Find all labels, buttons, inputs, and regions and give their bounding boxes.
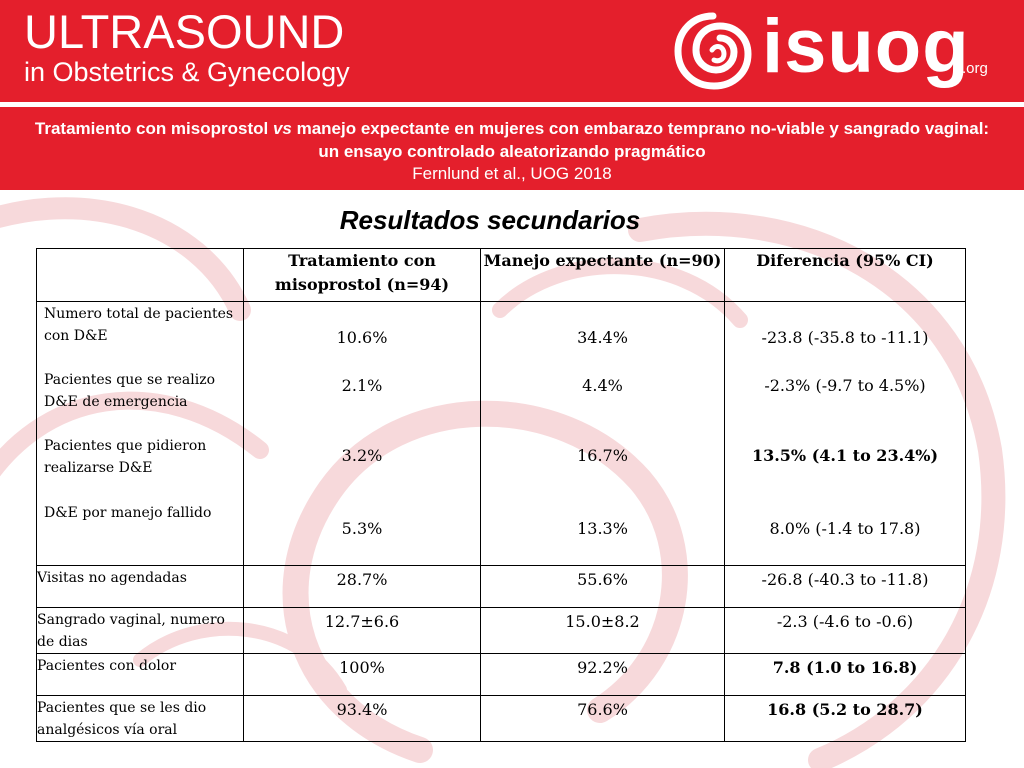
row-label: Pacientes con dolor <box>37 654 244 696</box>
cell-value: 15.0±8.2 <box>481 608 725 654</box>
header-cell-blank <box>37 249 244 302</box>
table-row <box>37 654 966 696</box>
study-title <box>0 117 1024 163</box>
header-cell-expectante: Manejo expectante (n=90) <box>481 249 725 302</box>
cell-value: -23.8 (-35.8 to -11.1) <box>761 328 929 347</box>
cell-value: 5.3% <box>341 519 383 538</box>
cell-value: 3.2% <box>341 446 383 465</box>
cell-value: 93.4% <box>244 696 481 742</box>
table-cell-expectante <box>481 302 725 566</box>
logo-text: isuog <box>762 4 970 89</box>
cell-value: 12.7±6.6 <box>244 608 481 654</box>
cell-value: 4.4% <box>582 376 623 395</box>
row-label: Pacientes que pidieron realizarse D&E <box>44 438 207 476</box>
cell-value-significant: 13.5% (4.1 to 23.4%) <box>751 446 939 465</box>
citation: Fernlund et al., UOG 2018 <box>412 164 612 183</box>
table-row-group-de <box>37 302 966 566</box>
cell-value: 76.6% <box>481 696 725 742</box>
study-title-part2: manejo expectante en mujeres con embarazo temprano no-viable y sangrado vaginal: un ensayo controlado aleatorizando pragmático <box>291 119 990 161</box>
table-row <box>37 608 966 654</box>
row-label: Pacientes que se les dio analgésicos vía oral <box>37 696 244 742</box>
table-row <box>37 696 966 742</box>
header-cell-misoprostol: Tratamiento con misoprostol (n=94) <box>244 249 481 302</box>
cell-value: 28.7% <box>244 566 481 608</box>
table-cell-diferencia <box>725 302 966 566</box>
row-label: Numero total de pacientes con D&E <box>44 306 234 344</box>
row-label: Sangrado vaginal, numero de dias <box>37 608 244 654</box>
cell-value: 100% <box>244 654 481 696</box>
row-label: D&E por manejo fallido <box>44 505 212 521</box>
journal-title: ULTRASOUND <box>24 5 345 58</box>
header-cell-diferencia: Diferencia (95% CI) <box>725 249 966 302</box>
results-table <box>36 248 966 742</box>
table-row <box>37 566 966 608</box>
row-label: Pacientes que se realizo D&E de emergencia <box>44 372 216 410</box>
journal-header <box>0 0 1024 102</box>
cell-value: 2.1% <box>341 376 383 395</box>
cell-value: -2.3 (-4.6 to -0.6) <box>725 608 966 654</box>
cell-value: 8.0% (-1.4 to 17.8) <box>769 519 921 538</box>
title-banner <box>0 107 1024 190</box>
row-label: Visitas no agendadas <box>37 566 244 608</box>
journal-subtitle: in Obstetrics & Gynecology <box>24 57 350 87</box>
table-cell-labels <box>37 302 244 566</box>
cell-value-significant: 7.8 (1.0 to 16.8) <box>725 654 966 696</box>
cell-value-significant: 16.8 (5.2 to 28.7) <box>725 696 966 742</box>
cell-value: 13.3% <box>577 519 628 538</box>
study-title-part1: Tratamiento con misoprostol <box>34 119 273 138</box>
table-header-row <box>37 249 966 302</box>
cell-value: -2.3% (-9.7 to 4.5%) <box>764 376 926 395</box>
cell-value: -26.8 (-40.3 to -11.8) <box>725 566 966 608</box>
logo-suffix: .org <box>962 60 988 77</box>
section-title: Resultados secundarios <box>339 205 641 235</box>
cell-value: 16.7% <box>577 446 628 465</box>
table-cell-misoprostol <box>244 302 481 566</box>
isuog-swirl-icon <box>672 10 754 92</box>
cell-value: 34.4% <box>577 328 628 347</box>
study-title-vs: vs <box>272 119 292 138</box>
cell-value: 10.6% <box>336 328 388 347</box>
cell-value: 92.2% <box>481 654 725 696</box>
cell-value: 55.6% <box>481 566 725 608</box>
